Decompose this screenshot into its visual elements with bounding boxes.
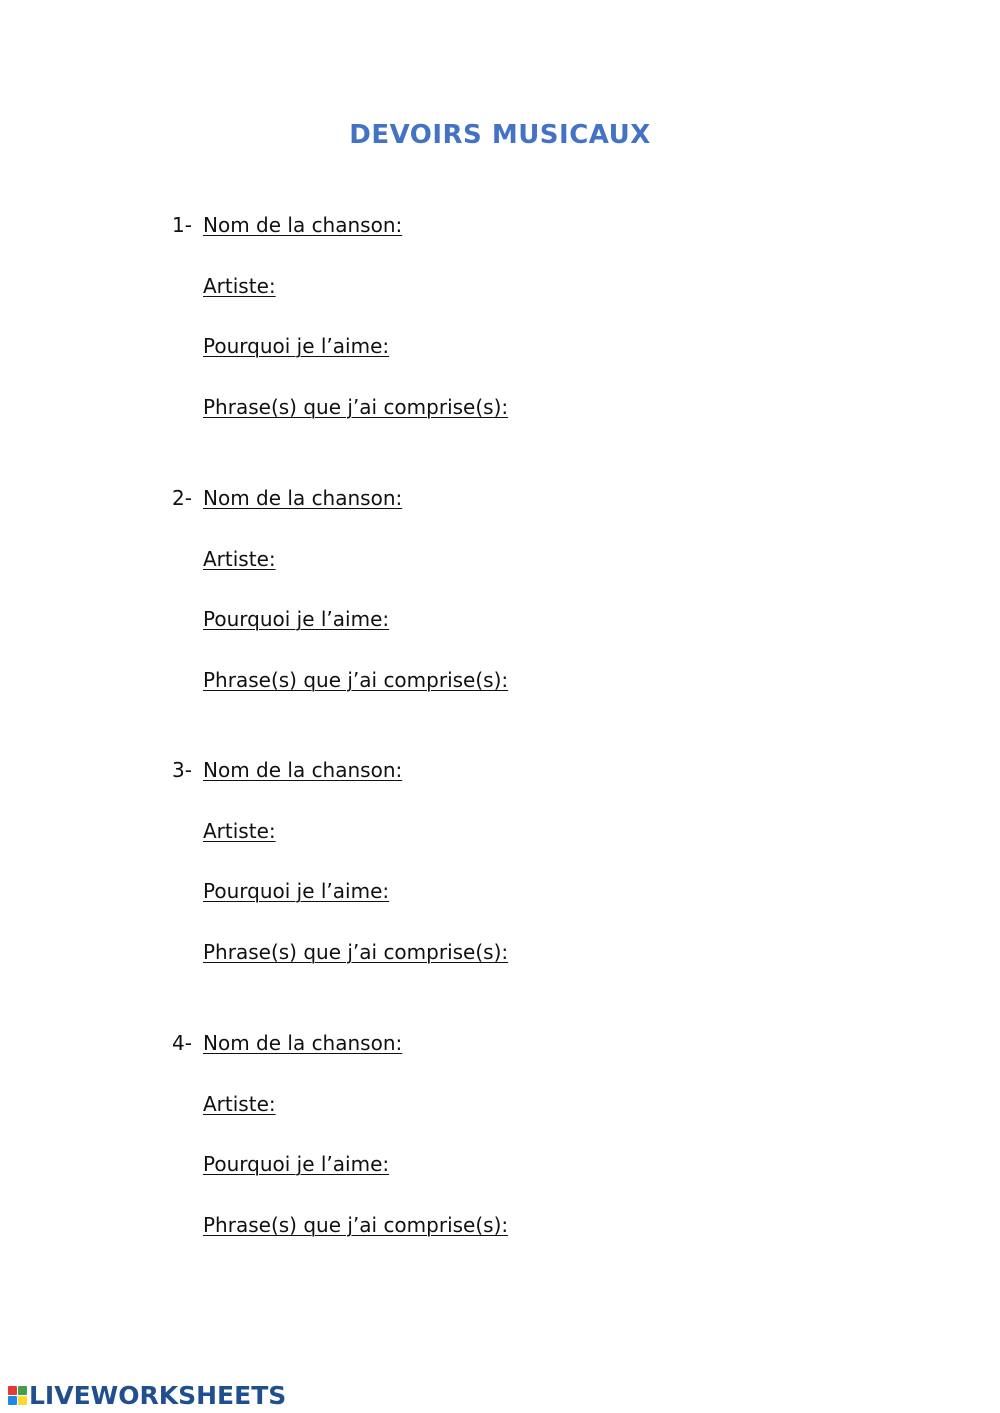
why-label: Pourquoi je l’aime: <box>203 879 390 903</box>
song-name-row <box>172 755 872 785</box>
question-number: 2- <box>172 486 192 510</box>
liveworksheets-footer[interactable] <box>8 1380 286 1410</box>
logo-block-blue <box>8 1396 17 1405</box>
phrases-label: Phrase(s) que j’ai comprise(s): <box>203 939 509 964</box>
why-row <box>172 876 872 906</box>
phrases-row <box>172 937 872 967</box>
song-name-label: Nom de la chanson: <box>203 758 403 782</box>
why-row <box>172 331 872 361</box>
question-number: 1- <box>172 213 192 237</box>
why-label: Pourquoi je l’aime: <box>203 1152 390 1176</box>
artist-row <box>172 1089 872 1119</box>
phrases-row <box>172 1210 872 1240</box>
logo-block-green <box>18 1386 27 1395</box>
question-section-2 <box>172 483 872 695</box>
song-name-label: Nom de la chanson: <box>203 1031 403 1055</box>
logo-block-yellow <box>18 1396 27 1405</box>
song-name-row <box>172 210 872 240</box>
artist-label: Artiste: <box>203 273 276 298</box>
question-section-4 <box>172 1028 872 1240</box>
why-label: Pourquoi je l’aime: <box>203 607 390 631</box>
phrases-label: Phrase(s) que j’ai comprise(s): <box>203 394 509 419</box>
song-name-label: Nom de la chanson: <box>203 213 403 237</box>
brand-name: LIVEWORKSHEETS <box>29 1380 287 1410</box>
why-label: Pourquoi je l’aime: <box>203 334 390 358</box>
question-section-3 <box>172 755 872 967</box>
artist-label: Artiste: <box>203 818 276 843</box>
liveworksheets-logo-icon <box>8 1386 27 1405</box>
song-name-label: Nom de la chanson: <box>203 486 403 510</box>
artist-row <box>172 816 872 846</box>
page-title: DEVOIRS MUSICAUX <box>349 120 651 150</box>
song-name-row <box>172 1028 872 1058</box>
question-number: 3- <box>172 758 192 782</box>
question-number: 4- <box>172 1031 192 1055</box>
artist-label: Artiste: <box>203 546 276 571</box>
phrases-label: Phrase(s) que j’ai comprise(s): <box>203 1212 509 1237</box>
phrases-row <box>172 665 872 695</box>
why-row <box>172 604 872 634</box>
song-name-row <box>172 483 872 513</box>
artist-row <box>172 271 872 301</box>
logo-block-red <box>8 1386 17 1395</box>
artist-row <box>172 544 872 574</box>
phrases-row <box>172 392 872 422</box>
phrases-label: Phrase(s) que j’ai comprise(s): <box>203 667 509 692</box>
question-section-1 <box>172 210 872 422</box>
artist-label: Artiste: <box>203 1091 276 1116</box>
why-row <box>172 1149 872 1179</box>
